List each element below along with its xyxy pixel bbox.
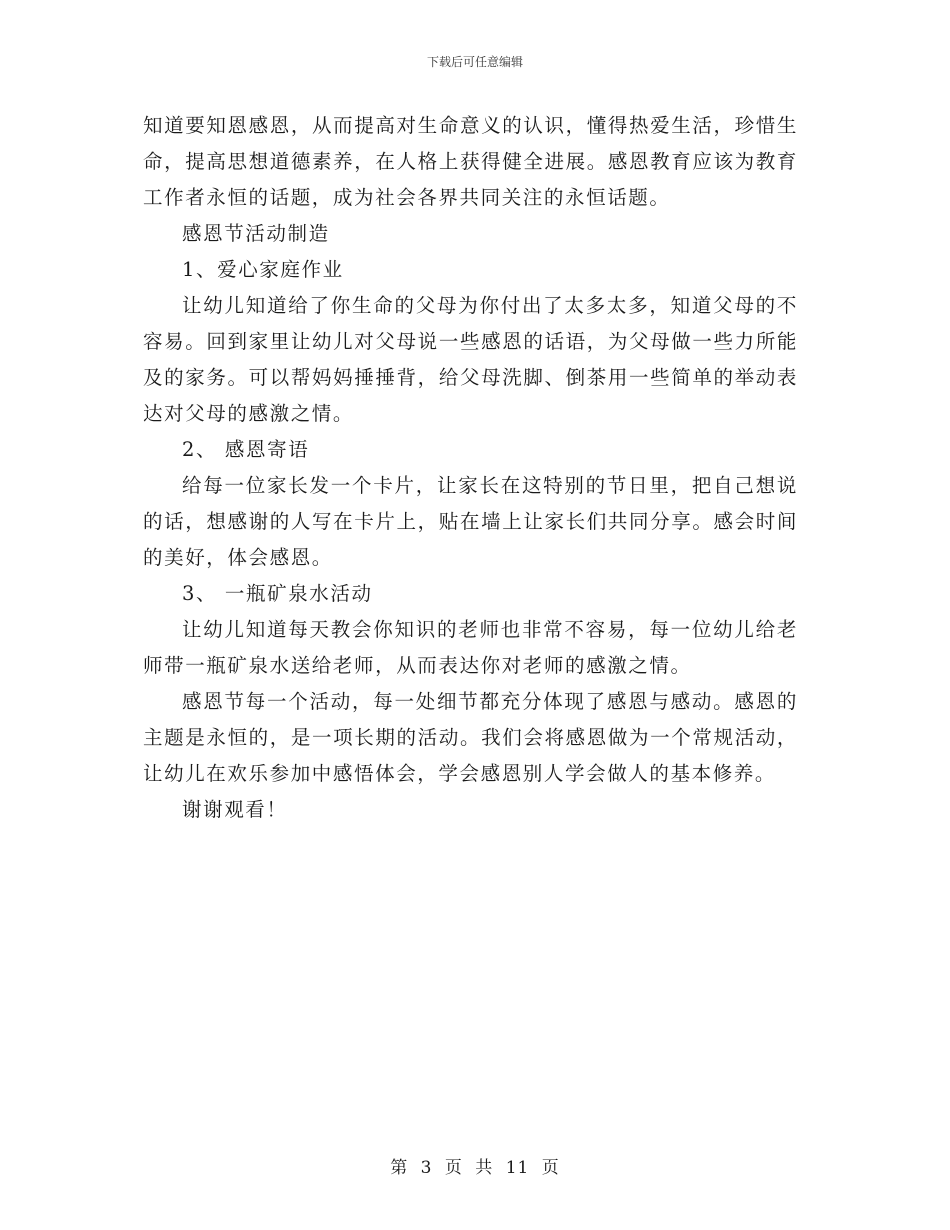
list-item-heading-3: 3、 一瓶矿泉水活动 [182, 582, 373, 605]
list-item-heading-2: 2、 感恩寄语 [182, 438, 310, 461]
paragraph-conclusion: 感恩节每一个活动，每一处细节都充分体现了感恩与感动。感恩的主题是永恒的，是一项长期的活动。我们会将感恩做为一个常规活动，让幼儿在欢乐参加中感悟体会，学会感恩别人学会做人的基本修养。 [143, 690, 798, 785]
list-item-heading-1: 1、爱心家庭作业 [182, 258, 344, 281]
paragraph-item-2: 给每一位家长发一个卡片，让家长在这特别的节日里，把自己想说的话，想感谢的人写在卡片上，贴在墙上让家长们共同分享。感会时间的美好，体会感恩。 [143, 474, 798, 569]
document-body [143, 108, 798, 828]
page-number-footer: 第 3 页 共 11 页 [390, 1158, 560, 1178]
closing-thanks: 谢谢观看！ [182, 798, 288, 821]
section-heading: 感恩节活动制造 [182, 222, 330, 245]
paragraph-intro-continued: 知道要知恩感恩，从而提高对生命意义的认识，懂得热爱生活，珍惜生命，提高思想道德素养，在人格上获得健全进展。感恩教育应该为教育工作者永恒的话题，成为社会各界共同关注的永恒话题。 [143, 114, 798, 209]
paragraph-item-3: 让幼儿知道每天教会你知识的老师也非常不容易，每一位幼儿给老师带一瓶矿泉水送给老师，从而表达你对老师的感激之情。 [143, 618, 798, 677]
page-header-note: 下载后可任意编辑 [426, 55, 523, 69]
paragraph-item-1: 让幼儿知道给了你生命的父母为你付出了太多太多，知道父母的不容易。回到家里让幼儿对父母说一些感恩的话语，为父母做一些力所能及的家务。可以帮妈妈捶捶背，给父母洗脚、倒茶用一些简单的举动表达对父母的感激之情。 [143, 294, 798, 425]
